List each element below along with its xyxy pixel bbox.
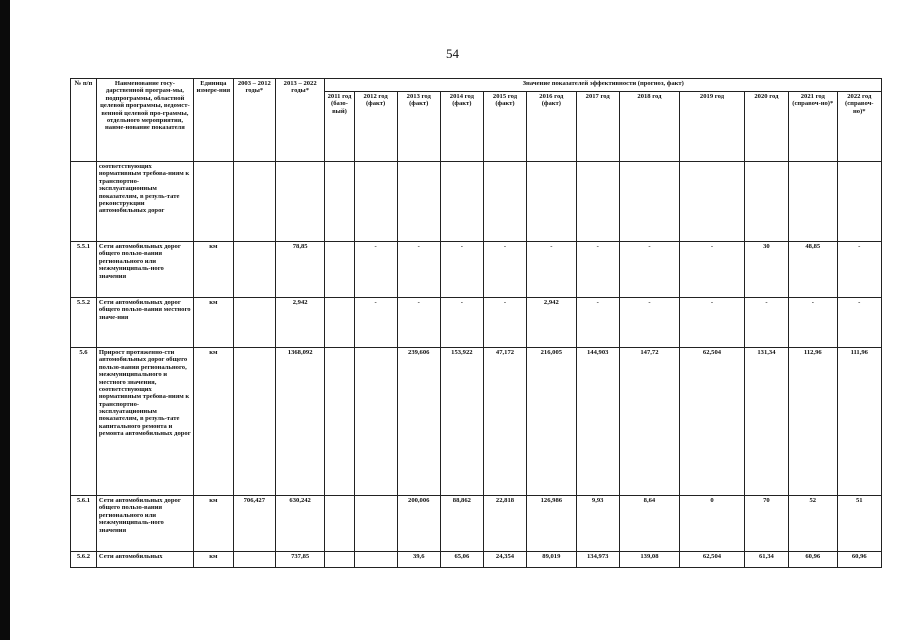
header-year: 2019 год bbox=[680, 92, 745, 162]
period-2013-2022-value bbox=[275, 162, 325, 242]
year-value-cell: - bbox=[744, 298, 788, 348]
header-year: 2013 год (факт) bbox=[397, 92, 440, 162]
year-value-cell bbox=[354, 162, 397, 242]
year-value-cell: - bbox=[397, 298, 440, 348]
year-value-cell: - bbox=[837, 298, 881, 348]
header-year: 2017 год bbox=[576, 92, 619, 162]
header-year: 2012 год (факт) bbox=[354, 92, 397, 162]
table-row bbox=[71, 242, 882, 298]
unit-cell: км bbox=[193, 348, 233, 496]
year-value-cell: - bbox=[576, 298, 619, 348]
year-value-cell: 88,862 bbox=[440, 496, 483, 552]
page-number: 54 bbox=[446, 46, 459, 61]
row-number: 5.6.2 bbox=[71, 552, 97, 568]
header-year: 2016 год (факт) bbox=[527, 92, 577, 162]
year-value-cell bbox=[354, 552, 397, 568]
year-value-cell: - bbox=[837, 242, 881, 298]
indicator-name: соответствующих нормативным требова-ниям к транспортно-эксплуатационным показателям, в резуль-тате реконструкции автомобильных дорог bbox=[96, 162, 193, 242]
year-value-cell: 89,019 bbox=[527, 552, 577, 568]
year-value-cell bbox=[440, 162, 483, 242]
year-value-cell: - bbox=[576, 242, 619, 298]
year-value-cell: 30 bbox=[744, 242, 788, 298]
year-value-cell: 62,504 bbox=[680, 552, 745, 568]
row-number: 5.6 bbox=[71, 348, 97, 496]
year-value-cell bbox=[325, 162, 354, 242]
year-value-cell bbox=[576, 162, 619, 242]
table-row bbox=[71, 496, 882, 552]
period-2003-2012-value bbox=[233, 348, 275, 496]
year-value-cell bbox=[325, 496, 354, 552]
year-value-cell: 0 bbox=[680, 496, 745, 552]
header-year: 2021 год (справоч-но)* bbox=[789, 92, 838, 162]
period-2013-2022-value: 2,942 bbox=[275, 298, 325, 348]
year-value-cell: 216,005 bbox=[527, 348, 577, 496]
period-2003-2012-value bbox=[233, 552, 275, 568]
year-value-cell: 52 bbox=[789, 496, 838, 552]
header-year: 2018 год bbox=[619, 92, 679, 162]
header-period-2003-2012: 2003 – 2012 годы* bbox=[233, 79, 275, 162]
year-value-cell: - bbox=[527, 242, 577, 298]
year-value-cell bbox=[680, 162, 745, 242]
period-2003-2012-value: 706,427 bbox=[233, 496, 275, 552]
unit-cell: км bbox=[193, 298, 233, 348]
year-value-cell bbox=[837, 162, 881, 242]
year-value-cell bbox=[325, 242, 354, 298]
row-number: 5.5.1 bbox=[71, 242, 97, 298]
table-row bbox=[71, 298, 882, 348]
year-value-cell: - bbox=[789, 298, 838, 348]
period-2013-2022-value: 1368,092 bbox=[275, 348, 325, 496]
indicator-name: Сети автомобильных bbox=[96, 552, 193, 568]
year-value-cell bbox=[325, 552, 354, 568]
indicator-name: Сети автомобильных дорог общего пользо-вания регионального или межмуниципаль-ного значения bbox=[96, 496, 193, 552]
unit-cell: км bbox=[193, 242, 233, 298]
year-value-cell: - bbox=[397, 242, 440, 298]
year-value-cell: 2,942 bbox=[527, 298, 577, 348]
table-body bbox=[71, 162, 882, 568]
year-value-cell bbox=[325, 298, 354, 348]
row-number: 5.5.2 bbox=[71, 298, 97, 348]
year-value-cell: 65,06 bbox=[440, 552, 483, 568]
year-value-cell: - bbox=[440, 298, 483, 348]
period-2003-2012-value bbox=[233, 162, 275, 242]
table-row bbox=[71, 162, 882, 242]
header-unit: Единица измере-ния bbox=[193, 79, 233, 162]
header-year: 2011 год (базо-вый) bbox=[325, 92, 354, 162]
indicator-name: Прирост протяженно-сти автомобильных дорог общего пользо-вания регионального, межмуниципального и местного значения, соответствующих нормативным требова-ниям к транспортно-эксплуатационным показателям, в резуль-тате капитального ремонта и ремонта автомобильных дорог bbox=[96, 348, 193, 496]
year-value-cell: 9,93 bbox=[576, 496, 619, 552]
table-row bbox=[71, 348, 882, 496]
year-value-cell: 144,903 bbox=[576, 348, 619, 496]
year-value-cell: 134,973 bbox=[576, 552, 619, 568]
period-2013-2022-value: 630,242 bbox=[275, 496, 325, 552]
year-value-cell: 153,922 bbox=[440, 348, 483, 496]
year-value-cell: 62,504 bbox=[680, 348, 745, 496]
year-value-cell bbox=[483, 162, 526, 242]
header-name: Наименование госу-дарственной програм-мы, подпрограммы, областной целевой программы, ведомст-венной целевой про-граммы, отдельного мероприятия, наиме-нование показателя bbox=[96, 79, 193, 162]
year-value-cell: 131,34 bbox=[744, 348, 788, 496]
year-value-cell: 47,172 bbox=[483, 348, 526, 496]
year-value-cell bbox=[397, 162, 440, 242]
header-indicator-values: Значение показателей эффективности (прогноз, факт) bbox=[325, 79, 882, 92]
year-value-cell: 22,818 bbox=[483, 496, 526, 552]
year-value-cell: 61,34 bbox=[744, 552, 788, 568]
year-value-cell: 51 bbox=[837, 496, 881, 552]
year-value-cell: 39,6 bbox=[397, 552, 440, 568]
year-value-cell: 126,986 bbox=[527, 496, 577, 552]
year-value-cell: 239,606 bbox=[397, 348, 440, 496]
year-value-cell: 112,96 bbox=[789, 348, 838, 496]
period-2013-2022-value: 78,85 bbox=[275, 242, 325, 298]
period-2003-2012-value bbox=[233, 298, 275, 348]
year-value-cell bbox=[789, 162, 838, 242]
row-number bbox=[71, 162, 97, 242]
year-value-cell bbox=[527, 162, 577, 242]
header-no: № п/п bbox=[71, 79, 97, 162]
year-value-cell: 60,96 bbox=[837, 552, 881, 568]
header-year: 2020 год bbox=[744, 92, 788, 162]
header-year: 2015 год (факт) bbox=[483, 92, 526, 162]
year-value-cell: 139,08 bbox=[619, 552, 679, 568]
year-value-cell bbox=[354, 496, 397, 552]
year-value-cell: - bbox=[483, 298, 526, 348]
year-value-cell: - bbox=[483, 242, 526, 298]
indicator-table bbox=[70, 78, 882, 568]
year-value-cell: - bbox=[619, 242, 679, 298]
period-2013-2022-value: 737,85 bbox=[275, 552, 325, 568]
year-value-cell: 200,006 bbox=[397, 496, 440, 552]
year-value-cell: 24,354 bbox=[483, 552, 526, 568]
year-value-cell bbox=[744, 162, 788, 242]
year-value-cell: - bbox=[354, 242, 397, 298]
table-row bbox=[71, 552, 882, 568]
indicator-name: Сети автомобильных дорог общего пользо-вания регионального или межмуниципаль-ного значения bbox=[96, 242, 193, 298]
year-value-cell: - bbox=[354, 298, 397, 348]
year-value-cell: - bbox=[440, 242, 483, 298]
unit-cell bbox=[193, 162, 233, 242]
year-value-cell: 8,64 bbox=[619, 496, 679, 552]
year-value-cell bbox=[354, 348, 397, 496]
period-2003-2012-value bbox=[233, 242, 275, 298]
year-value-cell bbox=[325, 348, 354, 496]
year-value-cell: - bbox=[680, 242, 745, 298]
scan-edge bbox=[0, 0, 10, 640]
unit-cell: км bbox=[193, 496, 233, 552]
year-value-cell: 60,96 bbox=[789, 552, 838, 568]
header-year: 2022 год (справоч-но)* bbox=[837, 92, 881, 162]
header-year: 2014 год (факт) bbox=[440, 92, 483, 162]
year-value-cell: - bbox=[680, 298, 745, 348]
year-value-cell bbox=[619, 162, 679, 242]
year-value-cell: 70 bbox=[744, 496, 788, 552]
header-period-2013-2022: 2013 – 2022 годы* bbox=[275, 79, 325, 162]
year-value-cell: 111,96 bbox=[837, 348, 881, 496]
year-value-cell: 48,85 bbox=[789, 242, 838, 298]
year-value-cell: 147,72 bbox=[619, 348, 679, 496]
unit-cell: км bbox=[193, 552, 233, 568]
header-row-1 bbox=[71, 79, 882, 92]
row-number: 5.6.1 bbox=[71, 496, 97, 552]
indicator-name: Сети автомобильных дорог общего пользо-вания местного значе-ния bbox=[96, 298, 193, 348]
year-value-cell: - bbox=[619, 298, 679, 348]
